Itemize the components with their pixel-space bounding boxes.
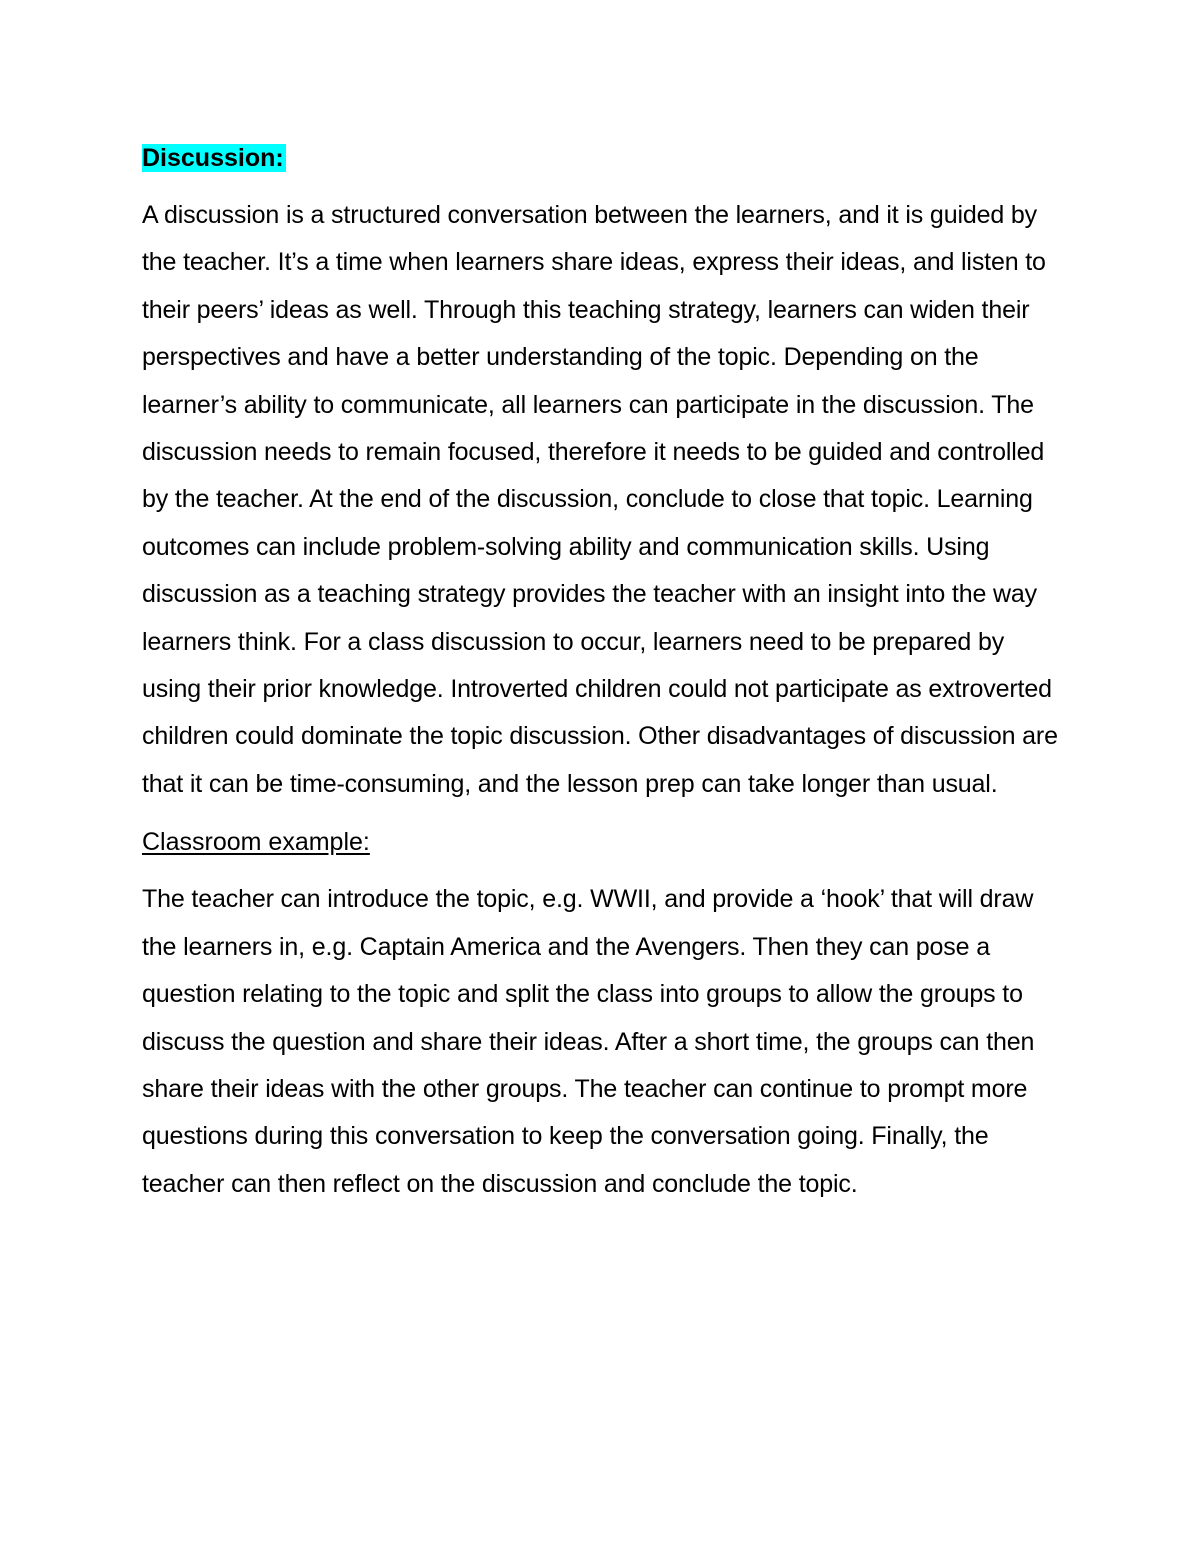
discussion-paragraph: A discussion is a structured conversation between the learners, and it is guided by the teacher. It’s a time when learners share ideas, express their ideas, and listen to their peers’ ideas as well. Through this teaching strategy, learners can widen their perspectives and have a better understanding of the topic. Depending on the learner’s ability to communicate, all learners can participate in the discussion. The discussion needs to remain focused, therefore it needs to be guided and controlled by the teacher. At the end of the discussion, conclude to close that topic. Learning outcomes can include problem-solving ability and communication skills. Using discussion as a teaching strategy provides the teacher with an insight into the way learners think. For a class discussion to occur, learners need to be prepared by using their prior knowledge. Introverted children could not participate as extroverted children could dominate the topic discussion. Other disadvantages of discussion are that it can be time-consuming, and the lesson prep can take longer than usual. [142, 201, 1058, 798]
classroom-example-subheading: Classroom example: [142, 828, 370, 857]
section-heading-text: Discussion: [142, 144, 284, 172]
section-heading [142, 138, 1067, 178]
classroom-example-paragraph: The teacher can introduce the topic, e.g. WWII, and provide a ‘hook’ that will draw the learners in, e.g. Captain America and the Avengers. Then they can pose a question relating to the topic and split the class into groups to allow the groups to discuss the question and share their ideas. After a short time, the groups can then share their ideas with the other groups. The teacher can continue to prompt more questions during this conversation to keep the conversation going. Finally, the teacher can then reflect on the discussion and conclude the topic. [142, 885, 1035, 1198]
document-body [142, 138, 1067, 1222]
